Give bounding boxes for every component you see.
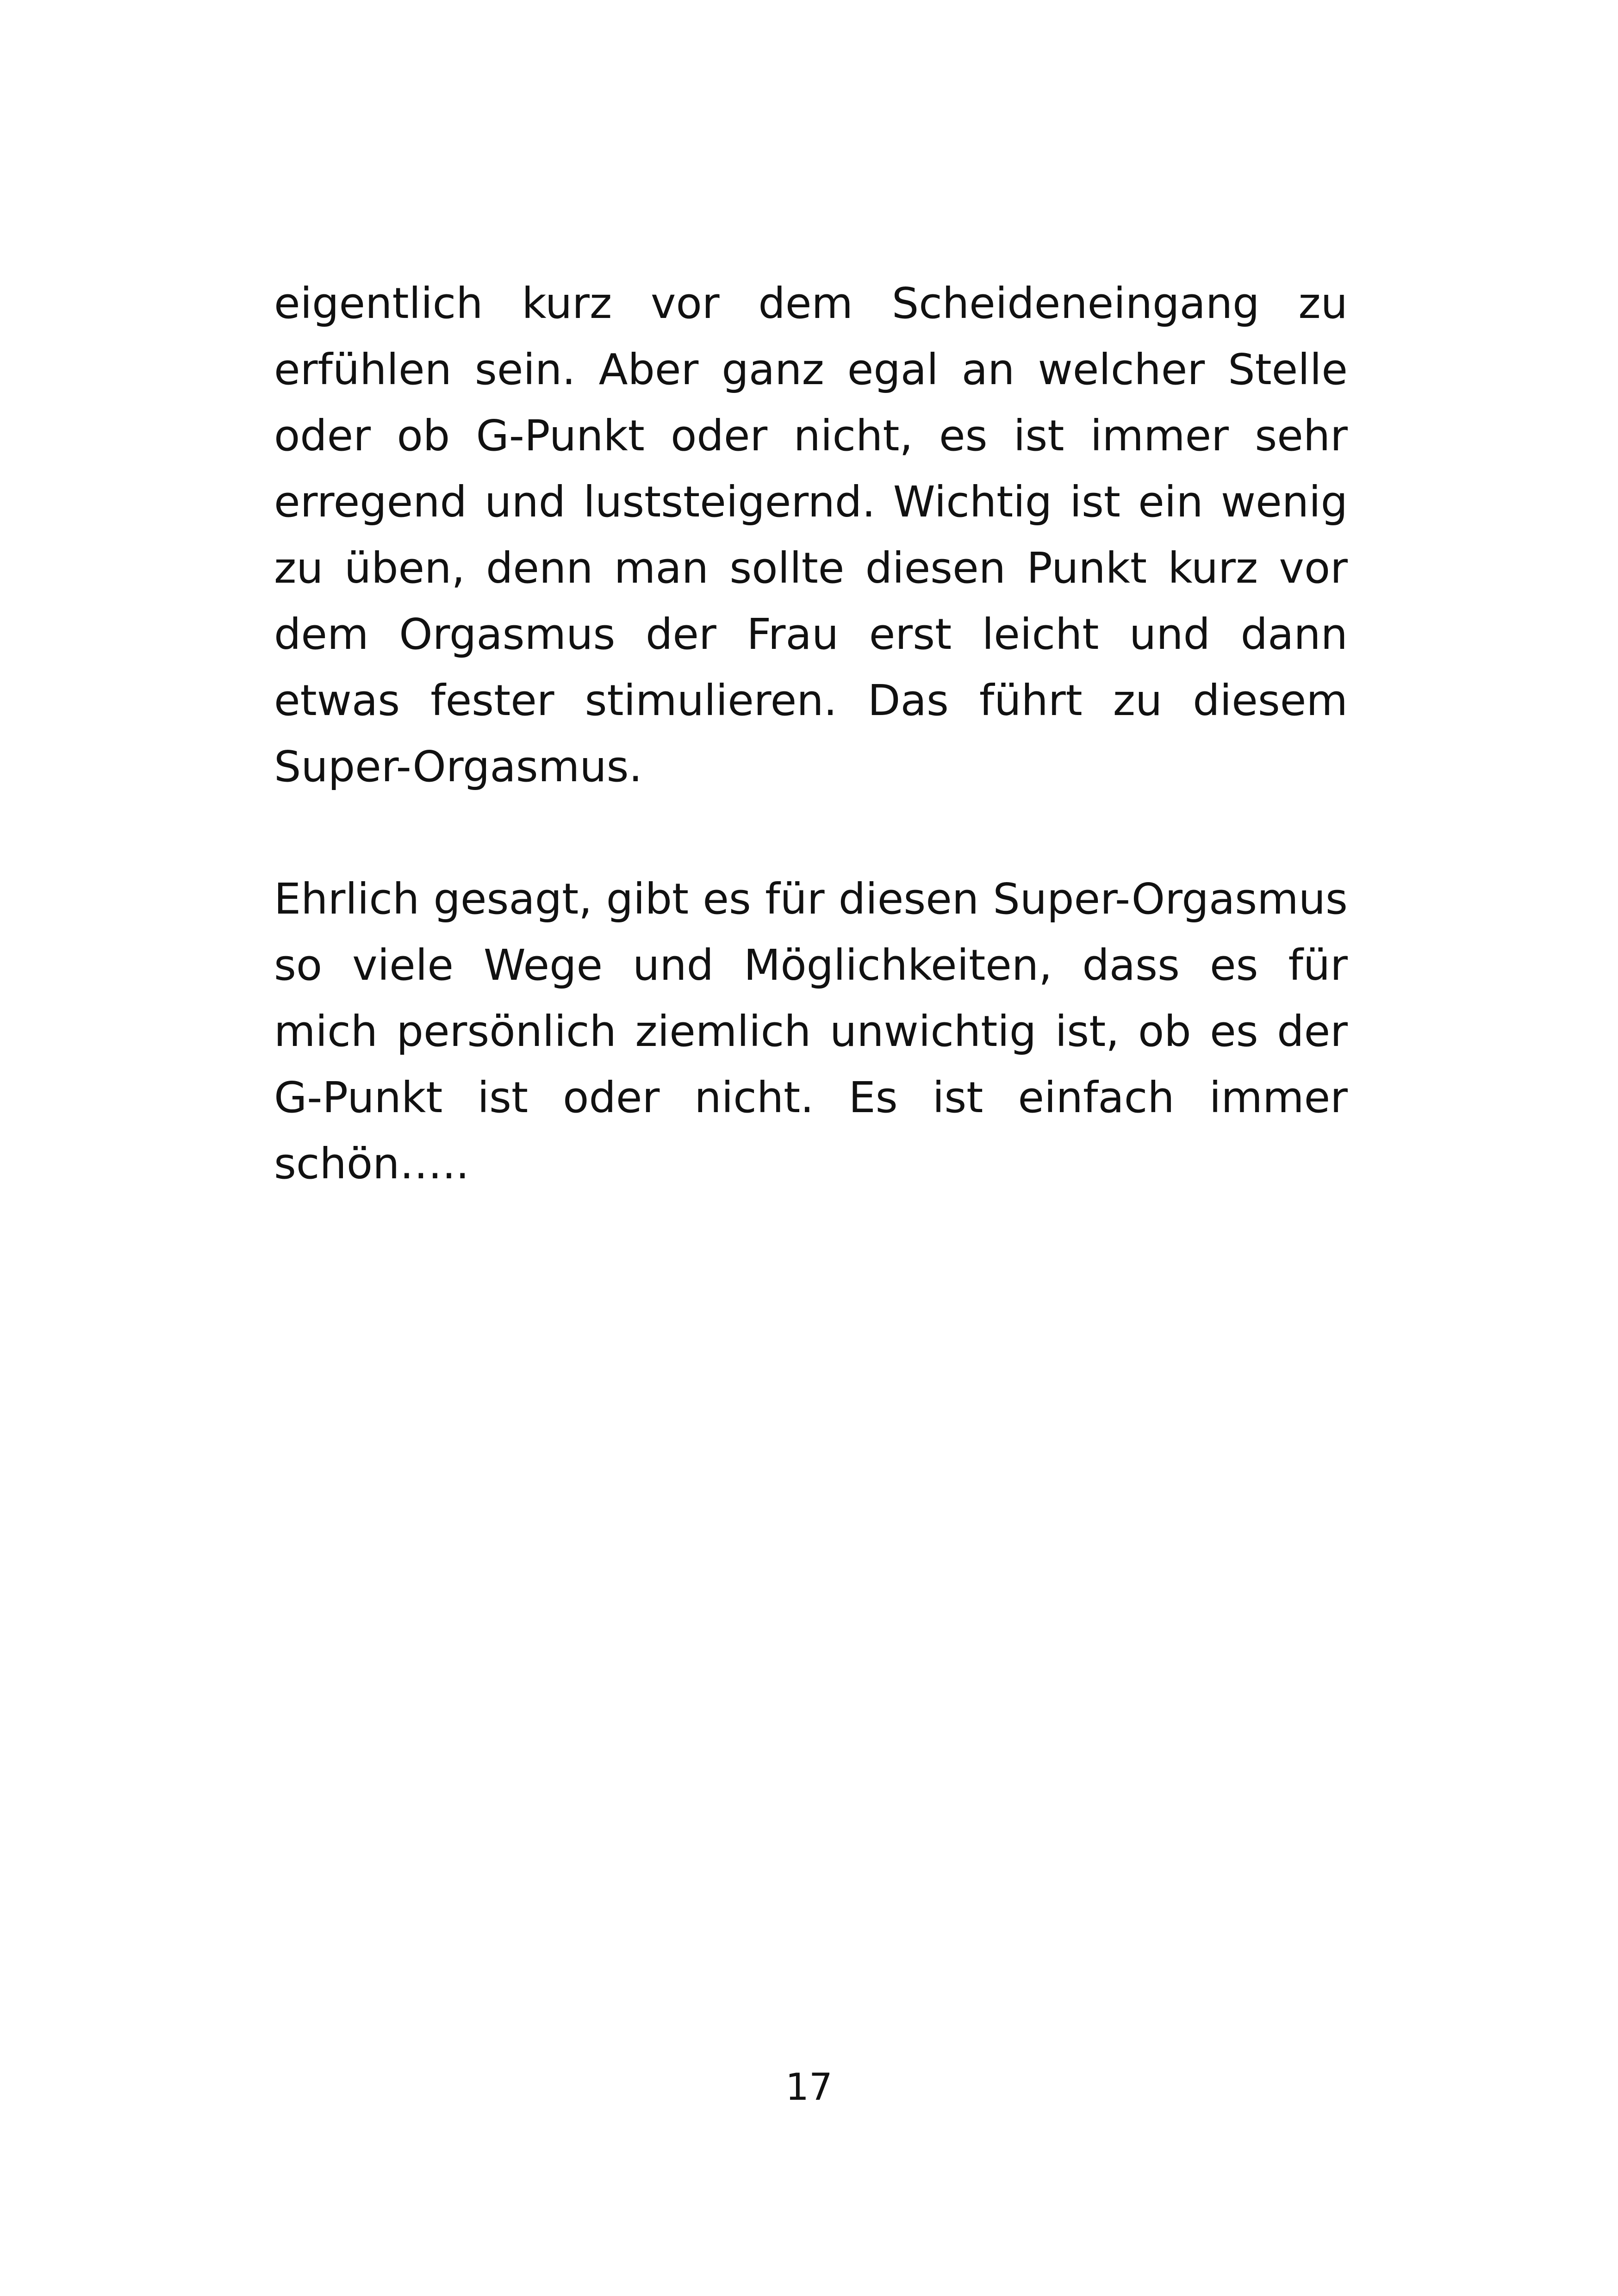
paragraph-2: Ehrlich gesagt, gibt es für diesen Super-Orgasmus so viele Wege und Möglichkeiten, dass es für mich persönlich ziemlich unwichtig ist, ob es der G-Punkt ist oder nicht. Es ist einfach immer schön….. [274,874,1348,1188]
page-number: 17 [785,2066,833,2109]
body-text [274,270,1348,1197]
paragraph-1: eigentlich kurz vor dem Scheideneingang zu erfühlen sein. Aber ganz egal an welcher Stelle oder ob G-Punkt oder nicht, es ist immer sehr erregend und luststeigernd. Wichtig ist ein wenig zu üben, denn man sollte diesen Punkt kurz vor dem Orgasmus der Frau erst leicht und dann etwas fester stimulieren. Das führt zu diesem Super-Orgasmus. [274,279,1348,791]
